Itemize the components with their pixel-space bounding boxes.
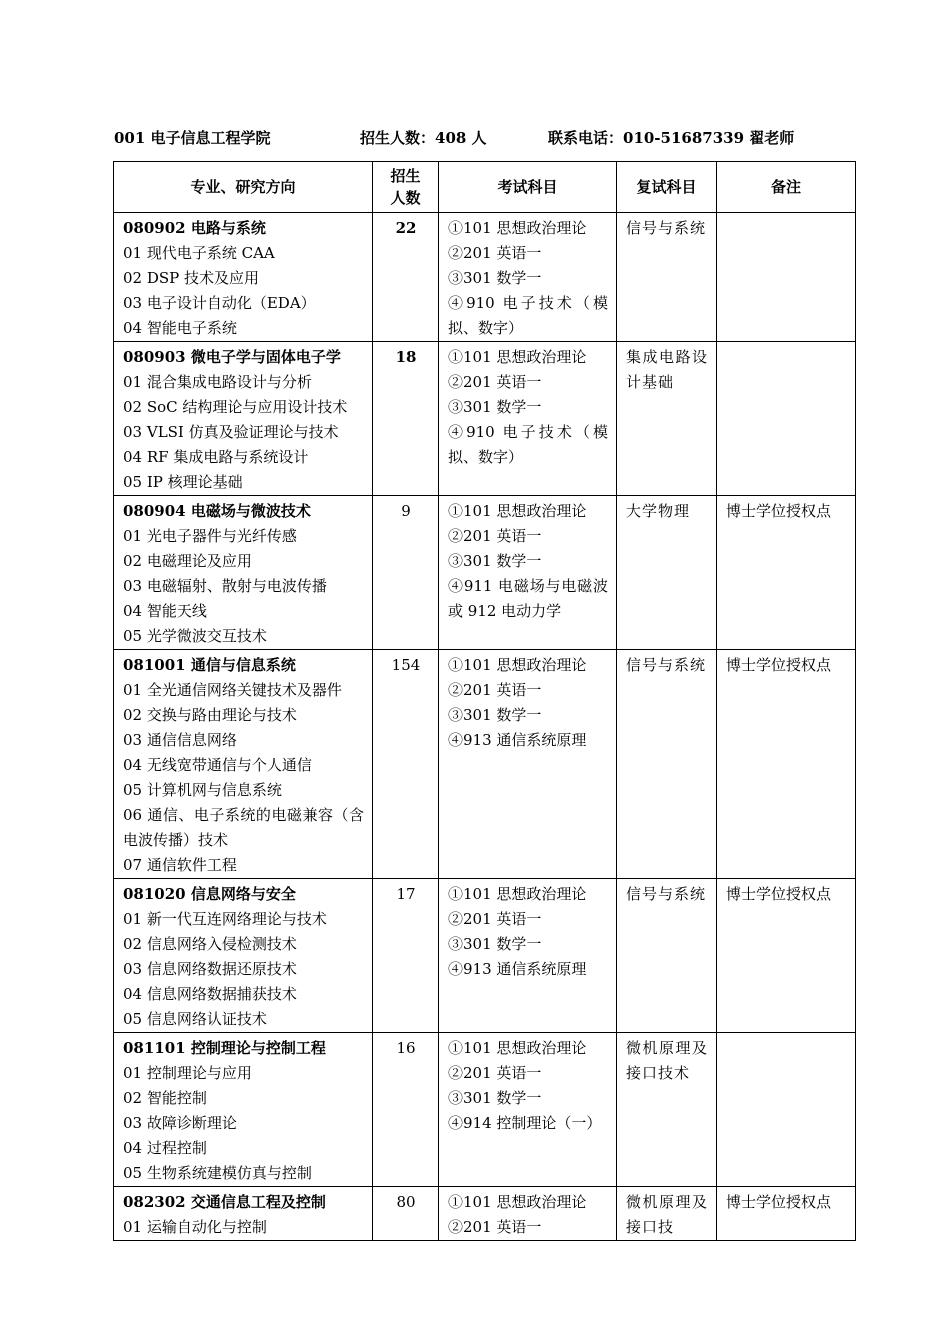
retest-subject: 信号与系统 — [626, 656, 707, 674]
exam-subjects-cell — [439, 650, 617, 879]
college-header — [114, 127, 854, 149]
note-cell — [717, 1187, 856, 1241]
exam-subject: ③301 数学一 — [448, 1089, 542, 1107]
note-cell — [717, 342, 856, 496]
exam-subject: ①101 思想政治理论 — [448, 656, 587, 674]
retest-subject: 集成电路设计基础 — [626, 348, 708, 391]
exam-subject: ①101 思想政治理论 — [448, 1193, 587, 1211]
note-cell — [717, 496, 856, 650]
research-direction: 04 智能天线 — [123, 602, 207, 620]
exam-subject: ①101 思想政治理论 — [448, 502, 587, 520]
research-direction: 01 现代电子系统 CAA — [123, 244, 275, 262]
retest-subject: 微机原理及接口技术 — [626, 1039, 708, 1082]
exam-subject: ③301 数学一 — [448, 552, 542, 570]
exam-subject: ③301 数学一 — [448, 269, 542, 287]
research-direction: 02 SoC 结构理论与应用设计技术 — [123, 398, 348, 416]
exam-subject: ②201 英语一 — [448, 373, 542, 391]
exam-subject: ②201 英语一 — [448, 244, 542, 262]
research-direction: 02 智能控制 — [123, 1089, 207, 1107]
exam-subject: ④914 控制理论（一） — [448, 1114, 602, 1132]
research-direction: 01 新一代互连网络理论与技术 — [123, 910, 327, 928]
program-title: 081020 信息网络与安全 — [123, 885, 296, 903]
retest-subject-cell — [617, 879, 717, 1033]
research-direction: 03 信息网络数据还原技术 — [123, 960, 297, 978]
program-title: 081101 控制理论与控制工程 — [123, 1039, 326, 1057]
exam-subject: ③301 数学一 — [448, 398, 542, 416]
exam-subjects-cell — [439, 213, 617, 342]
exam-subject: ③301 数学一 — [448, 706, 542, 724]
exam-subjects-cell — [439, 342, 617, 496]
header-count-label: 招生人数 — [390, 167, 421, 207]
exam-subject: ②201 英语一 — [448, 910, 542, 928]
retest-subject-cell — [617, 213, 717, 342]
table-row — [114, 342, 856, 496]
research-direction: 05 IP 核理论基础 — [123, 473, 243, 491]
research-direction: 07 通信软件工程 — [123, 856, 237, 874]
research-direction: 02 交换与路由理论与技术 — [123, 706, 297, 724]
retest-subject: 信号与系统 — [626, 885, 707, 903]
note-cell — [717, 213, 856, 342]
exam-subject: ①101 思想政治理论 — [448, 1039, 587, 1057]
retest-subject-cell — [617, 1033, 717, 1187]
exam-subject: ④910 电子技术（模拟、数字） — [448, 423, 608, 466]
research-direction: 03 电子设计自动化（EDA） — [123, 294, 316, 312]
exam-subject: ①101 思想政治理论 — [448, 219, 587, 237]
research-direction: 03 VLSI 仿真及验证理论与技术 — [123, 423, 339, 441]
retest-subject: 信号与系统 — [626, 219, 707, 237]
research-direction: 02 信息网络入侵检测技术 — [123, 935, 297, 953]
research-direction: 02 DSP 技术及应用 — [123, 269, 260, 287]
research-direction: 04 信息网络数据捕获技术 — [123, 985, 297, 1003]
research-direction: 04 智能电子系统 — [123, 319, 237, 337]
enrollment-total: 招生人数：408 人 — [360, 129, 487, 147]
note-cell — [717, 1033, 856, 1187]
exam-subject: ②201 英语一 — [448, 681, 542, 699]
enrollment-table — [113, 161, 856, 1241]
exam-subjects-cell — [439, 496, 617, 650]
program-cell — [114, 650, 373, 879]
exam-subjects-cell — [439, 1187, 617, 1241]
enrollment-count: 17 — [373, 879, 439, 1033]
research-direction: 01 运输自动化与控制 — [123, 1218, 267, 1236]
exam-subject: ②201 英语一 — [448, 1218, 542, 1236]
note-text: 博士学位授权点 — [726, 1193, 832, 1211]
research-direction: 05 光学微波交互技术 — [123, 627, 267, 645]
research-direction: 02 电磁理论及应用 — [123, 552, 252, 570]
college-name: 001 电子信息工程学院 — [114, 129, 271, 147]
retest-subject-cell — [617, 1187, 717, 1241]
exam-subjects-cell — [439, 1033, 617, 1187]
research-direction: 05 计算机网与信息系统 — [123, 781, 282, 799]
program-cell — [114, 879, 373, 1033]
header-retest: 复试科目 — [617, 162, 717, 213]
research-direction: 01 控制理论与应用 — [123, 1064, 252, 1082]
header-count — [373, 162, 439, 213]
table-row — [114, 496, 856, 650]
program-cell — [114, 342, 373, 496]
table-row — [114, 650, 856, 879]
program-cell — [114, 1033, 373, 1187]
research-direction: 06 通信、电子系统的电磁兼容（含电波传播）技术 — [123, 806, 364, 849]
program-cell — [114, 1187, 373, 1241]
enrollment-count: 9 — [373, 496, 439, 650]
header-exam: 考试科目 — [439, 162, 617, 213]
research-direction: 01 混合集成电路设计与分析 — [123, 373, 312, 391]
program-title: 082302 交通信息工程及控制 — [123, 1193, 326, 1211]
note-text: 博士学位授权点 — [726, 656, 832, 674]
note-cell — [717, 650, 856, 879]
research-direction: 04 RF 集成电路与系统设计 — [123, 448, 309, 466]
note-cell — [717, 879, 856, 1033]
enrollment-count: 80 — [373, 1187, 439, 1241]
table-row — [114, 879, 856, 1033]
exam-subject: ①101 思想政治理论 — [448, 348, 587, 366]
program-title: 081001 通信与信息系统 — [123, 656, 296, 674]
exam-subject: ④913 通信系统原理 — [448, 960, 587, 978]
research-direction: 05 生物系统建模仿真与控制 — [123, 1164, 312, 1182]
enrollment-count: 22 — [373, 213, 439, 342]
header-note: 备注 — [717, 162, 856, 213]
retest-subject-cell — [617, 342, 717, 496]
exam-subject: ④913 通信系统原理 — [448, 731, 587, 749]
research-direction: 05 信息网络认证技术 — [123, 1010, 267, 1028]
table-row — [114, 1033, 856, 1187]
research-direction: 03 通信信息网络 — [123, 731, 237, 749]
table-header-row — [114, 162, 856, 213]
research-direction: 01 光电子器件与光纤传感 — [123, 527, 297, 545]
program-cell — [114, 496, 373, 650]
program-cell — [114, 213, 373, 342]
note-text: 博士学位授权点 — [726, 502, 832, 520]
research-direction: 04 过程控制 — [123, 1139, 207, 1157]
table-body — [114, 213, 856, 1241]
exam-subject: ①101 思想政治理论 — [448, 885, 587, 903]
research-direction: 03 电磁辐射、散射与电波传播 — [123, 577, 327, 595]
exam-subjects-cell — [439, 879, 617, 1033]
research-direction: 01 全光通信网络关键技术及器件 — [123, 681, 342, 699]
retest-subject: 微机原理及接口技 — [626, 1193, 708, 1236]
program-title: 080903 微电子学与固体电子学 — [123, 348, 341, 366]
retest-subject-cell — [617, 496, 717, 650]
note-text: 博士学位授权点 — [726, 885, 832, 903]
exam-subject: ④910 电子技术（模拟、数字） — [448, 294, 608, 337]
program-title: 080904 电磁场与微波技术 — [123, 502, 311, 520]
enrollment-count: 16 — [373, 1033, 439, 1187]
exam-subject: ③301 数学一 — [448, 935, 542, 953]
enrollment-count: 154 — [373, 650, 439, 879]
retest-subject-cell — [617, 650, 717, 879]
contact-phone: 联系电话：010-51687339 翟老师 — [548, 129, 795, 147]
exam-subject: ②201 英语一 — [448, 527, 542, 545]
table-row — [114, 213, 856, 342]
exam-subject: ②201 英语一 — [448, 1064, 542, 1082]
retest-subject: 大学物理 — [626, 502, 691, 520]
program-title: 080902 电路与系统 — [123, 219, 266, 237]
research-direction: 03 故障诊断理论 — [123, 1114, 237, 1132]
exam-subject: ④911 电磁场与电磁波或 912 电动力学 — [448, 577, 608, 620]
research-direction: 04 无线宽带通信与个人通信 — [123, 756, 312, 774]
enrollment-count: 18 — [373, 342, 439, 496]
table-row — [114, 1187, 856, 1241]
header-major: 专业、研究方向 — [114, 162, 373, 213]
